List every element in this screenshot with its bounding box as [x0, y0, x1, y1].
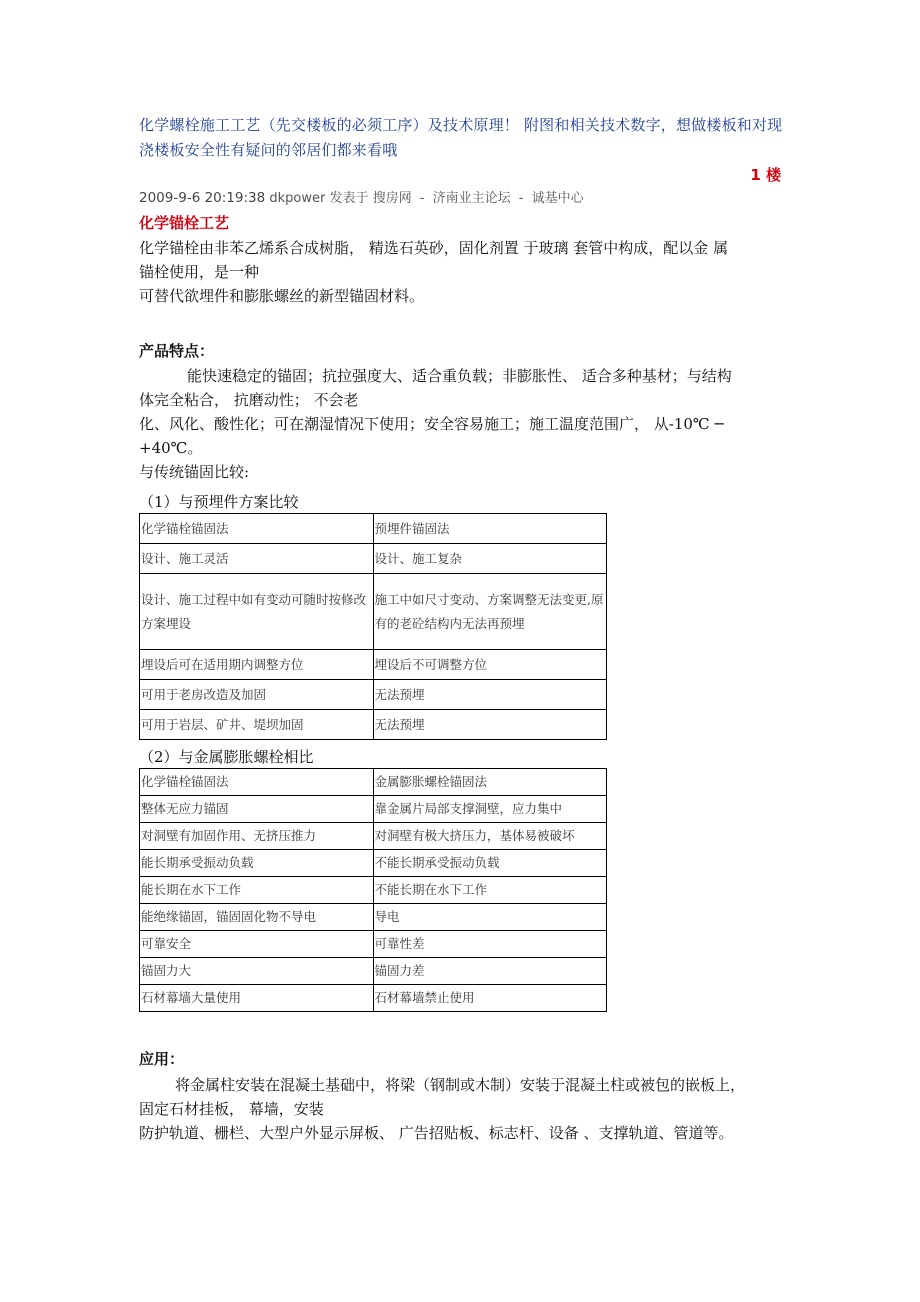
intro-line: 化学锚栓由非苯乙烯系合成树脂， 精选石英砂，固化剂置 于玻璃 套管中构成，配以金 属 [139, 239, 729, 257]
cell-traditional: 设计、施工复杂 [373, 544, 607, 574]
cell-traditional: 施工中如尺寸变动、方案调整无法变更,原 有的老砼结构内无法再预埋 [373, 574, 607, 650]
cell-traditional: 金属膨胀螺栓锚固法 [373, 769, 607, 796]
cell-traditional: 对洞壁有极大挤压力，基体易被破坏 [373, 823, 607, 850]
cell-chemical-anchor: 石材幕墙大量使用 [140, 985, 374, 1012]
application-line: 固定石材挂板， 幕墙，安装 [139, 1100, 324, 1118]
cell-chemical-anchor: 埋设后可在适用期内调整方位 [140, 650, 374, 680]
cell-traditional: 石材幕墙禁止使用 [373, 985, 607, 1012]
table-row [140, 904, 607, 931]
application-paragraph [139, 1073, 794, 1145]
table-row [140, 514, 607, 544]
cell-chemical-anchor: 设计、施工灵活 [140, 544, 374, 574]
table-row [140, 680, 607, 710]
cell-chemical-anchor: 化学锚栓锚固法 [140, 769, 374, 796]
cell-chemical-anchor: 能长期在水下工作 [140, 877, 374, 904]
meta-separator: - [419, 191, 425, 206]
table-row [140, 796, 607, 823]
intro-line: 锚栓使用，是一种 [139, 263, 260, 281]
table1-caption: （1）与预埋件方案比较 [139, 493, 299, 511]
site-link[interactable]: 搜房网 [372, 191, 412, 206]
intro-line: 可替代欲埋件和膨胀螺丝的新型锚固材料。 [139, 287, 425, 305]
features-heading: 产品特点： [139, 342, 215, 360]
floor-number: 1 楼 [750, 166, 781, 184]
cell-traditional: 无法预埋 [373, 680, 607, 710]
cell-chemical-anchor: 设计、施工过程中如有变动可随时按修改 方案埋设 [140, 574, 374, 650]
features-line: +40℃。 [139, 439, 203, 457]
comparison-table-expansion [139, 768, 607, 1012]
cell-chemical-anchor: 化学锚栓锚固法 [140, 514, 374, 544]
cell-chemical-anchor: 对洞壁有加固作用、无挤压推力 [140, 823, 374, 850]
cell-traditional: 预埋件锚固法 [373, 514, 607, 544]
table-row [140, 985, 607, 1012]
table-row [140, 574, 607, 650]
posted-in-label: 发表于 [329, 191, 369, 206]
post-meta [139, 187, 584, 206]
application-line: 将金属柱安装在混凝土基础中，将梁（钢制或木制）安装于混凝土柱或被包的嵌板上， [175, 1076, 746, 1094]
cell-chemical-anchor: 可用于老房改造及加固 [140, 680, 374, 710]
cell-traditional: 锚固力差 [373, 958, 607, 985]
meta-separator: - [518, 191, 524, 206]
compare-heading: 与传统锚固比较: [139, 463, 250, 481]
cell-chemical-anchor: 整体无应力锚固 [140, 796, 374, 823]
cell-traditional: 不能长期在水下工作 [373, 877, 607, 904]
table-row [140, 877, 607, 904]
cell-chemical-anchor: 能长期承受振动负载 [140, 850, 374, 877]
table-row [140, 710, 607, 740]
table-row [140, 769, 607, 796]
table-row [140, 823, 607, 850]
table-row [140, 931, 607, 958]
features-line: 化、风化、酸性化；可在潮湿情况下使用；安全容易施工；施工温度范围广， 从-10℃ ─ [139, 415, 724, 433]
cell-chemical-anchor: 可靠安全 [140, 931, 374, 958]
forum-link[interactable]: 济南业主论坛 [432, 191, 511, 206]
application-heading: 应用： [139, 1050, 185, 1068]
cell-traditional: 可靠性差 [373, 931, 607, 958]
table-row [140, 958, 607, 985]
cell-chemical-anchor: 锚固力大 [140, 958, 374, 985]
table-row [140, 650, 607, 680]
section-title: 化学锚栓工艺 [139, 214, 230, 232]
cell-chemical-anchor: 可用于岩层、矿井、堤坝加固 [140, 710, 374, 740]
cell-traditional: 埋设后不可调整方位 [373, 650, 607, 680]
cell-chemical-anchor: 能绝缘锚固，锚固固化物不导电 [140, 904, 374, 931]
intro-paragraph [139, 236, 794, 308]
post-author[interactable]: dkpower [269, 191, 326, 206]
comparison-table-embedded [139, 513, 607, 740]
features-line: 体完全粘合， 抗磨动性； 不会老 [139, 391, 359, 409]
table-row [140, 850, 607, 877]
cell-traditional: 不能长期承受振动负载 [373, 850, 607, 877]
cell-traditional: 靠金属片局部支撑洞壁，应力集中 [373, 796, 607, 823]
cell-traditional: 无法预埋 [373, 710, 607, 740]
board-link[interactable]: 诚基中心 [531, 191, 584, 206]
cell-traditional: 导电 [373, 904, 607, 931]
table-row [140, 544, 607, 574]
table2-caption: （2）与金属膨胀螺栓相比 [139, 748, 314, 766]
application-line: 防护轨道、栅栏、大型户外显示屏板、 广告招贴板、标志杆、设备 、支撑轨道、管道等。 [139, 1124, 734, 1142]
post-date: 2009-9-6 20:19:38 [139, 190, 266, 206]
features-line: 能快速稳定的锚固；抗拉强度大、适合重负载；非膨胀性、 适合多种基材；与结构 [187, 367, 732, 385]
post-title[interactable]: 化学螺栓施工工艺（先交楼板的必须工序）及技术原理！ 附图和相关技术数字，想做楼板和对现浇楼板安全性有疑问的邻居们都来看哦 [139, 116, 783, 159]
features-paragraph [139, 364, 794, 484]
